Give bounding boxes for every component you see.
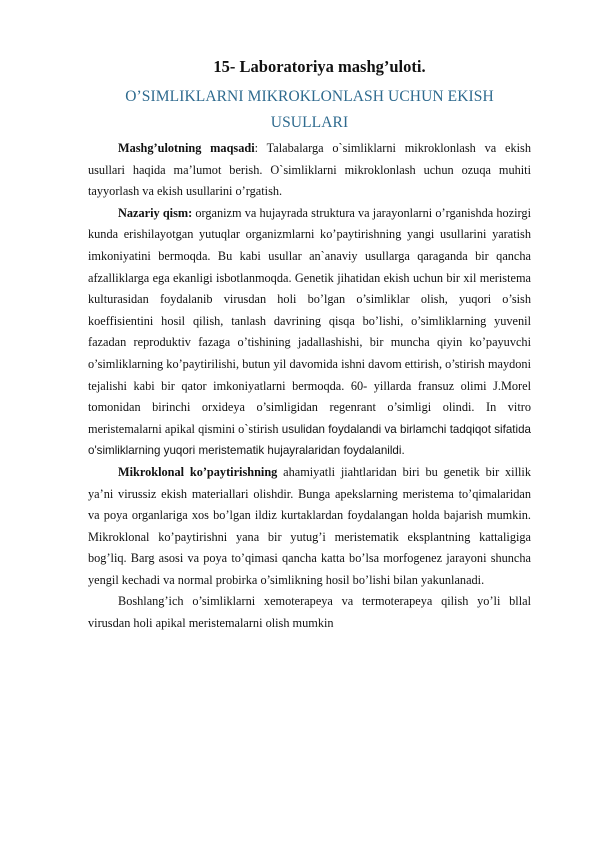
paragraph-microclonal [88, 462, 531, 592]
paragraph-text: ahamiyatli jiahtlaridan biri bu genetik bir xillik ya’ni virussiz ekish materiallari olishdir. Bunga apekslarning meristema to’qimalaridan va poya organlariga xos bo’lgan ildiz kurtaklardan foydalangan holda bajarish mumkin. Mikroklonal ko’paytirishni yana bir yutug’i meristematik eksplantning kattaligiga bog’liq. Barg asosi va poya to’qimasi qancha katta bo’lsa morfogenez jarayoni shuncha yengil kechadi va normal probirka o’simlikning hosil bo’lishi bilan yakunlanadi. [88, 464, 531, 587]
paragraph-lead: Nazariy qism: [118, 205, 193, 220]
paragraph-text: Boshlang’ich o’simliklarni xemoterapeya va termoterapeya qilish yo’li bllal virusdan holi apikal meristemalarni olish mumkin [88, 594, 531, 631]
paragraph-text-tail: usulidan foydalandi va birlamchi tadqiqot sifatida o'simliklarning yuqori meristematik hujayralaridan foydalanildi. [88, 422, 531, 458]
paragraph-objective [88, 138, 531, 203]
paragraph-lead: Mikroklonal ko’paytirishning [118, 464, 278, 479]
page-title: 15- Laboratoriya mashg’uloti. [213, 57, 426, 76]
paragraph-lead: Mashg’ulotning maqsadi [118, 141, 255, 155]
paragraph-therapy [88, 591, 531, 634]
paragraph-theory [88, 203, 531, 462]
document-page [88, 56, 531, 635]
paragraph-text: organizm va hujayrada struktura va jarayonlarni o’rganishda hozirgi kunda erishilayotgan yutuqlar organizmlarni ko’paytirishning yangi usullarini yaratish imkoniyatini bermoqda. Bu kabi usullar an`anaviy usullarga qaraganda bir qancha afzalliklarga ega ekanligi isbotlanmoqda. Genetik jihatidan ekish uchun bir xil meristema kulturasidan foydalanib virusdan holi bo’lgan o’simliklar olish, yuqori o’sish koeffisientini hosil qilish, tanlash davrining qisqa bo’lishi, o’simliklarning yuvenil fazadan reproduktiv fazaga o’tishining jadallashishi, bir muncha qiyin ko’payuvchi o’simliklarning ko’paytirilishi, butun yil davomida ishni davom ettirish, o’stirish maydoni tejalishi kabi bir qator imkoniyatlarni bermoqda. 60- yillarda fransuz olimi J.Morel tomonidan birinchi orxideya o’simligidan regenrant o’simligi olindi. In vitro meristemalarni apikal qismini o`stirish [88, 205, 531, 436]
page-subtitle: O’SIMLIKLARNI MIKROKLONLASH UCHUN EKISH USULLARI [125, 88, 494, 131]
paragraph-text: : Talabalarga o`simliklarni mikroklonlash va ekish usullari haqida ma’lumot berish. O`simliklarni mikroklonlash uchun ozuqa muhiti tayyorlash va ekish usullarini o’rgatish. [88, 141, 531, 199]
